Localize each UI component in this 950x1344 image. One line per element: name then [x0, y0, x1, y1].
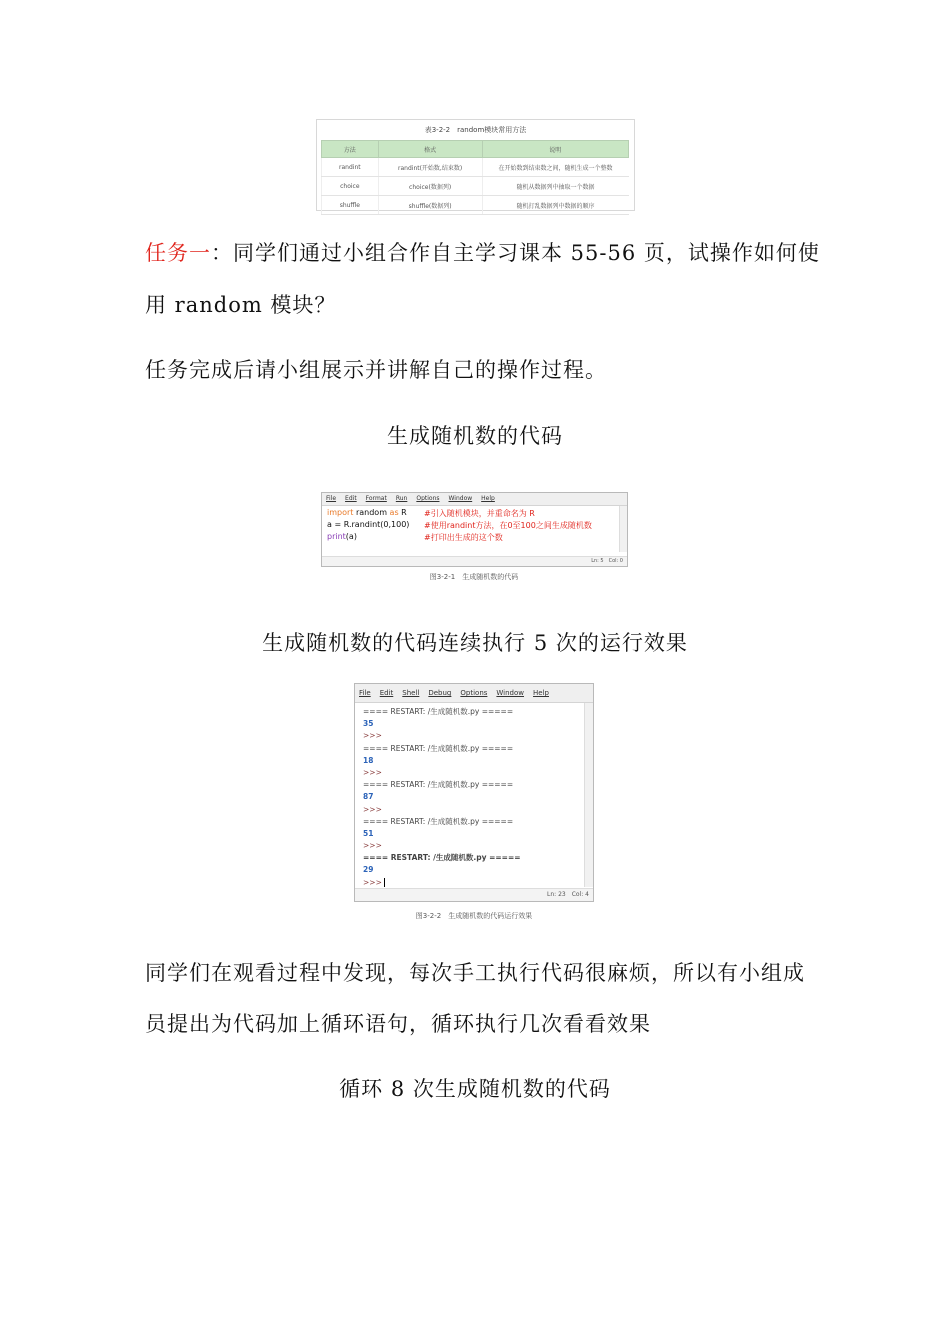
- code-text: (a): [345, 532, 357, 541]
- shell-menubar: [355, 684, 593, 703]
- result-number: 35: [363, 719, 374, 729]
- code-comment: #使用randint方法，在0至100之间生成随机数: [424, 521, 592, 530]
- menu-options[interactable]: Options: [416, 495, 440, 502]
- keyword: as: [389, 508, 399, 517]
- table-cell: choice: [322, 177, 379, 196]
- menu-debug[interactable]: Debug: [428, 689, 452, 697]
- editor-menubar: [322, 493, 627, 506]
- table-cell: randint: [322, 158, 379, 177]
- menu-run[interactable]: Run: [395, 495, 408, 502]
- result-number: 18: [363, 755, 374, 765]
- task-text: ：同学们通过小组合作自主学习课本 55-56 页，试操作如何使: [211, 241, 820, 265]
- shell-prompt-active[interactable]: [363, 877, 521, 889]
- random-methods-table: [321, 140, 629, 215]
- table-cell: shuffle: [322, 196, 379, 215]
- shell-window: [354, 683, 594, 902]
- table-row: [322, 177, 629, 196]
- menu-window[interactable]: Window: [496, 689, 525, 697]
- result-number: 29: [363, 865, 374, 875]
- shell-prompt: >>>: [363, 804, 382, 814]
- code-line: [327, 532, 357, 541]
- shell-output: [363, 706, 521, 889]
- code-line: [327, 520, 409, 529]
- heading-run5: 生成随机数的代码连续执行 5 次的运行效果: [262, 631, 688, 655]
- table-header: 说明: [482, 141, 628, 158]
- menu-window[interactable]: Window: [448, 495, 473, 502]
- observation-line2: 员提出为代码加上循环语句，循环执行几次看看效果: [145, 1012, 651, 1036]
- observation-line1: 同学们在观看过程中发现，每次手工执行代码很麻烦，所以有小组成: [145, 961, 805, 985]
- heading-loop8: 循环 8 次生成随机数的代码: [339, 1077, 611, 1101]
- menu-file[interactable]: File: [359, 689, 371, 697]
- menu-format[interactable]: Format: [365, 495, 387, 502]
- shell-scrollbar[interactable]: [584, 703, 593, 887]
- code-comment: #引入随机模块，并重命名为 R: [424, 509, 535, 518]
- table-header-row: [322, 141, 629, 158]
- keyword: print: [327, 532, 346, 541]
- editor-scrollbar[interactable]: [619, 506, 627, 552]
- menu-options[interactable]: Options: [460, 689, 488, 697]
- restart-line: ==== RESTART: /生成随机数.py =====: [363, 743, 514, 753]
- code-text: a = R.randint(0,100): [327, 520, 410, 529]
- menu-edit[interactable]: Edit: [379, 689, 394, 697]
- shell-figure: [354, 683, 594, 929]
- editor-caption: 图3-2-1 生成随机数的代码: [429, 573, 519, 581]
- table-cell: 随机从数据列中抽取一个数据: [482, 177, 628, 196]
- table-header: 格式: [378, 141, 482, 158]
- editor-figure: [318, 489, 630, 590]
- code-text: random: [353, 508, 390, 517]
- menu-file[interactable]: File: [326, 495, 337, 502]
- shell-prompt: >>>: [363, 841, 382, 851]
- editor-window: [321, 492, 628, 567]
- table-cell: randint(开始数,结束数): [378, 158, 482, 177]
- table-row: [322, 196, 629, 215]
- menu-edit[interactable]: Edit: [345, 495, 357, 502]
- random-methods-table-figure: [316, 119, 635, 211]
- task-paragraph-line1: [145, 237, 820, 267]
- text-cursor: [384, 878, 385, 887]
- restart-line: ==== RESTART: /生成随机数.py =====: [363, 707, 514, 716]
- task-paragraph-line2: 用 random 模块？: [145, 293, 337, 317]
- table-cell: choice(数据列): [378, 177, 482, 196]
- code-text: R: [398, 508, 407, 517]
- restart-line: ==== RESTART: /生成随机数.py =====: [363, 780, 514, 790]
- task-label: 任务一: [145, 241, 211, 265]
- shell-caption: 图3-2-2 生成随机数的代码运行效果: [415, 912, 533, 920]
- shell-prompt: >>>: [363, 767, 382, 777]
- code-comment: #打印出生成的这个数: [424, 533, 503, 542]
- shell-prompt: >>>: [363, 877, 382, 887]
- table-caption: 表3-2-2 random模块常用方法: [424, 126, 527, 134]
- table-cell: shuffle(数据列): [378, 196, 482, 215]
- result-number: 87: [363, 792, 374, 802]
- table-cell: 随机打乱数据列中数据的顺序: [482, 196, 628, 215]
- restart-line: ==== RESTART: /生成随机数.py =====: [363, 853, 521, 863]
- menu-help[interactable]: Help: [533, 689, 549, 697]
- table-row: [322, 158, 629, 177]
- shell-prompt: >>>: [363, 731, 382, 741]
- menu-shell[interactable]: Shell: [402, 689, 420, 697]
- shell-status: Ln: 23 Col: 4: [547, 891, 589, 898]
- table-header: 方法: [322, 141, 379, 158]
- restart-line: ==== RESTART: /生成随机数.py =====: [363, 816, 514, 826]
- instruction-text: 任务完成后请小组展示并讲解自己的操作过程。: [145, 358, 607, 382]
- table-cell: 在开始数到结束数之间，随机生成一个整数: [482, 158, 628, 177]
- editor-statusbar: [322, 556, 627, 566]
- keyword: import: [327, 508, 354, 517]
- editor-status: Ln: 5 Col: 0: [591, 558, 623, 564]
- result-number: 51: [363, 828, 374, 838]
- menu-help[interactable]: Help: [481, 495, 495, 502]
- heading-code: 生成随机数的代码: [387, 424, 563, 448]
- code-line: [327, 508, 407, 517]
- shell-statusbar: [355, 888, 593, 901]
